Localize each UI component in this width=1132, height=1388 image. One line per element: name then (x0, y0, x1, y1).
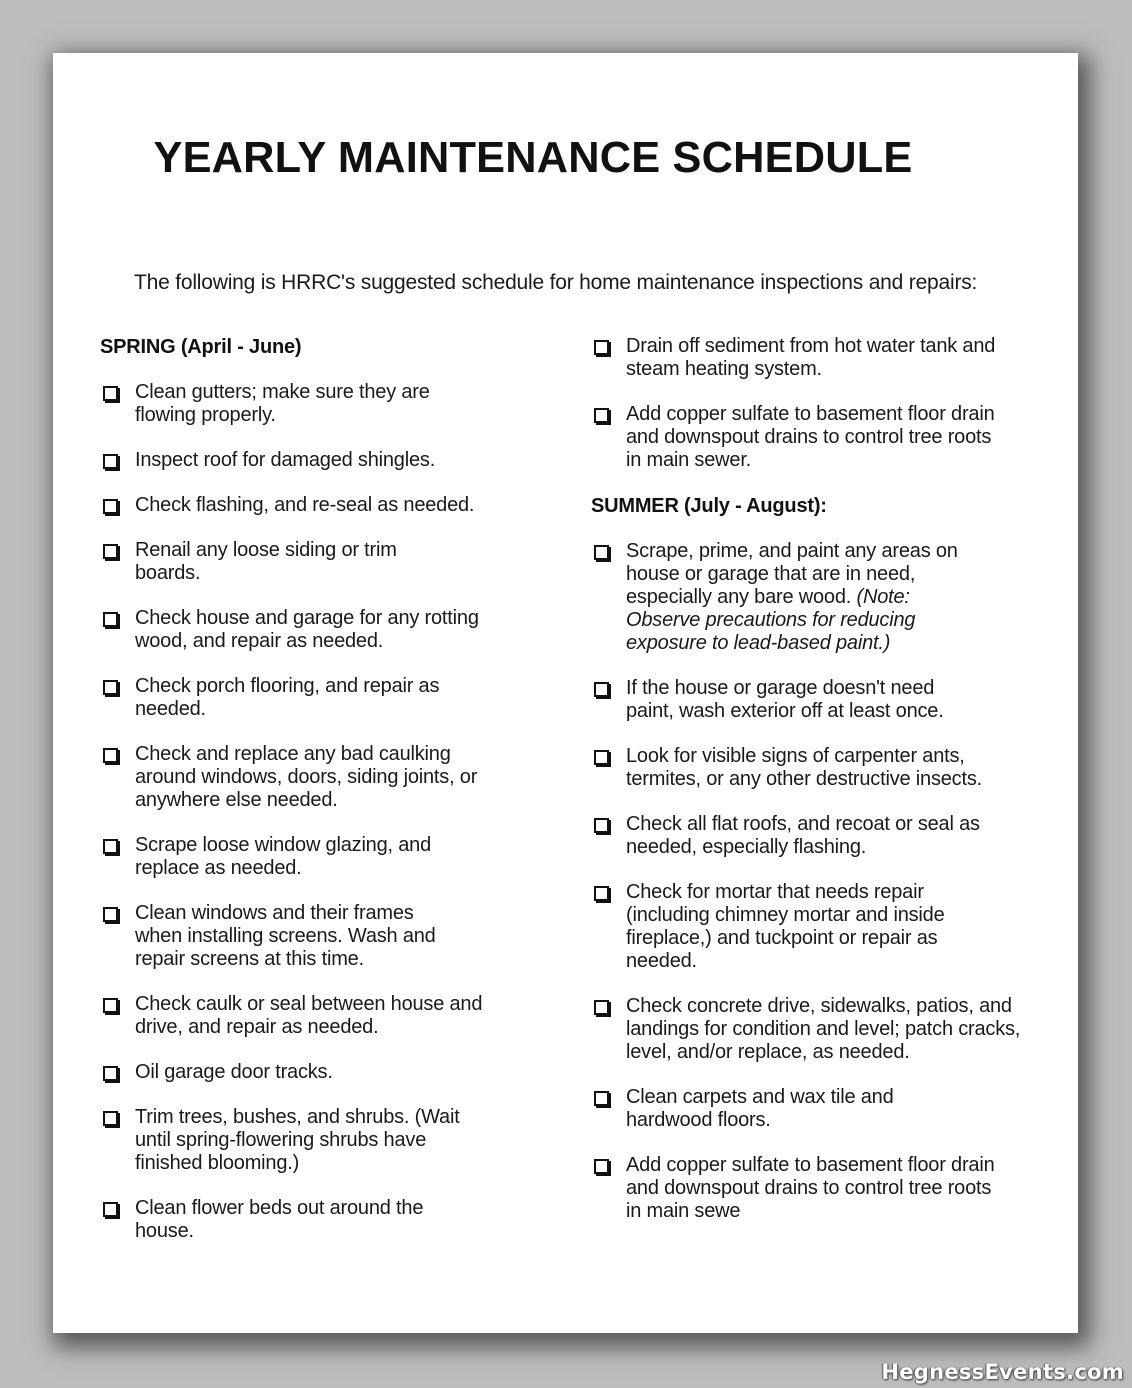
checkbox-icon[interactable] (103, 544, 118, 559)
checklist-item (100, 494, 540, 517)
checklist-item (591, 540, 1051, 655)
checklist-item (591, 813, 1051, 859)
item-text: Check for mortar that needs repair (including chimney mortar and inside fireplace,) and tuckpoint or repair as needed. (626, 881, 945, 972)
document-page (53, 53, 1078, 1333)
checkbox-icon[interactable] (594, 1159, 609, 1174)
item-text: Look for visible signs of carpenter ants, termites, or any other destructive insects. (626, 745, 982, 790)
checklist-item (591, 403, 1051, 472)
item-main-text: Scrape, prime, and paint any areas on house or garage that are in need, especially any bare wood. (626, 540, 958, 608)
item-text: Renail any loose siding or trim boards. (135, 539, 397, 584)
checkbox-icon[interactable] (103, 839, 118, 854)
item-text: Scrape loose window glazing, and replace as needed. (135, 834, 432, 879)
checkbox-icon[interactable] (594, 1000, 609, 1015)
checkbox-icon[interactable] (103, 680, 118, 695)
checklist-item (591, 995, 1051, 1064)
item-text: Check flashing, and re-seal as needed. (135, 494, 475, 516)
item-text: Add copper sulfate to basement floor drain and downspout drains to control tree roots in main sewer. (626, 403, 995, 471)
checklist-item (100, 607, 540, 653)
checklist-item (591, 881, 1051, 973)
item-text: Check porch flooring, and repair as needed. (135, 675, 440, 720)
item-text: Check and replace any bad caulking around windows, doors, siding joints, or anywhere else needed. (135, 743, 478, 811)
item-text: Inspect roof for damaged shingles. (135, 449, 436, 471)
item-text: Clean gutters; make sure they are flowing properly. (135, 381, 430, 426)
checkbox-icon[interactable] (103, 1202, 118, 1217)
item-text: Check concrete drive, sidewalks, patios, and landings for condition and level; patch cracks, level, and/or replace, as needed. (626, 995, 1021, 1063)
checkbox-icon[interactable] (103, 907, 118, 922)
checklist-item (100, 834, 540, 880)
checkbox-icon[interactable] (594, 682, 609, 697)
summer-heading: SUMMER (July - August): (591, 495, 827, 517)
checklist-item (100, 1197, 540, 1243)
item-text: Check house and garage for any rotting wood, and repair as needed. (135, 607, 479, 652)
intro-paragraph: The following is HRRC's suggested schedule for home maintenance inspections and repairs: (134, 271, 978, 294)
checklist-item (591, 745, 1051, 791)
item-text: If the house or garage doesn't need paint, wash exterior off at least once. (626, 677, 944, 722)
item-text: Oil garage door tracks. (135, 1061, 333, 1083)
checklist-item (100, 675, 540, 721)
checkbox-icon[interactable] (594, 750, 609, 765)
checklist-item (591, 335, 1051, 381)
item-note-text: (Note: Observe precautions for reducing exposure to lead-based paint.) (626, 586, 916, 654)
checkbox-icon[interactable] (103, 612, 118, 627)
checkbox-icon[interactable] (103, 499, 118, 514)
checkbox-icon[interactable] (594, 818, 609, 833)
checkbox-icon[interactable] (103, 998, 118, 1013)
checkbox-icon[interactable] (594, 886, 609, 901)
checklist-item (100, 1106, 540, 1175)
item-text: Clean flower beds out around the house. (135, 1197, 424, 1242)
checklist-item (591, 677, 1051, 723)
checklist-item (100, 993, 540, 1039)
checklist-item (100, 449, 540, 472)
checkbox-icon[interactable] (594, 408, 609, 423)
item-text: Clean windows and their frames when installing screens. Wash and repair screens at this time. (135, 902, 436, 970)
page-title: YEARLY MAINTENANCE SCHEDULE (153, 133, 913, 182)
left-column (100, 335, 540, 1265)
checklist-item (591, 1154, 1051, 1223)
spring-heading: SPRING (April - June) (100, 336, 302, 358)
checkbox-icon[interactable] (103, 1111, 118, 1126)
checkbox-icon[interactable] (594, 545, 609, 560)
item-text: Add copper sulfate to basement floor drain and downspout drains to control tree roots in main sewe (626, 1154, 995, 1222)
checklist-item (100, 381, 540, 427)
right-column (591, 335, 1051, 1245)
checkbox-icon[interactable] (594, 340, 609, 355)
checklist-item (100, 743, 540, 812)
checkbox-icon[interactable] (594, 1091, 609, 1106)
checkbox-icon[interactable] (103, 748, 118, 763)
checkbox-icon[interactable] (103, 454, 118, 469)
watermark: HegnessEvents.com (881, 1360, 1124, 1384)
item-text (626, 540, 984, 655)
item-text: Clean carpets and wax tile and hardwood floors. (626, 1086, 894, 1131)
checklist-item (100, 1061, 540, 1084)
checklist-item (100, 902, 540, 971)
item-text: Drain off sediment from hot water tank and steam heating system. (626, 335, 996, 380)
item-text: Check caulk or seal between house and drive, and repair as needed. (135, 993, 483, 1038)
checklist-item (591, 1086, 1051, 1132)
item-text: Check all flat roofs, and recoat or seal as needed, especially flashing. (626, 813, 980, 858)
checkbox-icon[interactable] (103, 386, 118, 401)
checklist-item (100, 539, 540, 585)
checkbox-icon[interactable] (103, 1066, 118, 1081)
item-text: Trim trees, bushes, and shrubs. (Wait until spring-flowering shrubs have finished blooming.) (135, 1106, 460, 1174)
